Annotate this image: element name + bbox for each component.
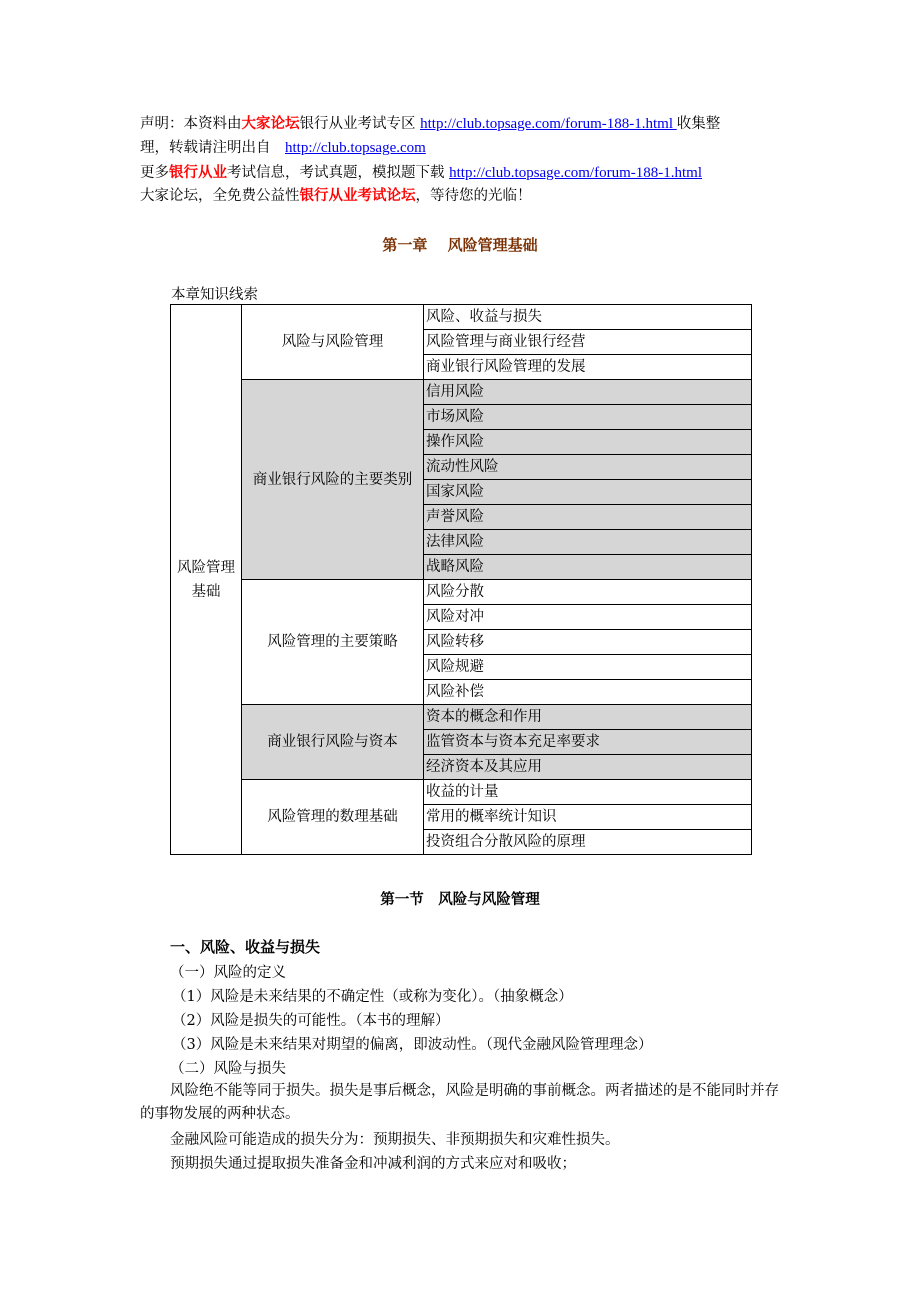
topic-cell: 操作风险 — [424, 430, 752, 455]
group-label: 风险管理的数理基础 — [242, 780, 424, 855]
topic-cell: 收益的计量 — [424, 780, 752, 805]
topic-cell: 声誉风险 — [424, 505, 752, 530]
group-label: 风险与风险管理 — [242, 305, 424, 380]
topic-cell: 监管资本与资本充足率要求 — [424, 730, 752, 755]
knowledge-table — [170, 304, 752, 855]
group-label: 风险管理的主要策略 — [242, 580, 424, 705]
notice-line-3: 更多银行从业考试信息，考试真题，模拟题下载 http://club.topsage.com/forum-188-1.html — [140, 164, 702, 181]
paragraph: 预期损失通过提取损失准备金和冲减利润的方式来应对和吸收； — [170, 1156, 576, 1172]
topic-cell: 风险补偿 — [424, 680, 752, 705]
topic-highlight: 银行从业 — [169, 164, 227, 181]
table-caption: 本章知识线索 — [171, 287, 258, 303]
topic-cell: 流动性风险 — [424, 455, 752, 480]
definition-item-3: （3）风险是未来结果对期望的偏离，即波动性。（现代金融风险管理理念） — [172, 1037, 653, 1053]
notice-line-4: 大家论坛，全免费公益性银行从业考试论坛，等待您的光临！ — [140, 187, 532, 204]
notice-line-1: 声明：本资料由大家论坛银行从业考试专区 http://club.topsage.com/forum-188-1.html 收集整 — [140, 115, 721, 132]
topic-cell: 风险分散 — [424, 580, 752, 605]
topic-cell: 经济资本及其应用 — [424, 755, 752, 780]
topic-cell: 市场风险 — [424, 405, 752, 430]
topic-cell: 风险对冲 — [424, 605, 752, 630]
heading-risk-return-loss: 一、风险、收益与损失 — [170, 938, 321, 956]
topic-cell: 国家风险 — [424, 480, 752, 505]
section-heading: 第一节 风险与风险管理 — [380, 891, 540, 908]
chapter-heading: 第一章 风险管理基础 — [382, 236, 538, 254]
definition-item-2: （2）风险是损失的可能性。（本书的理解） — [172, 1013, 450, 1029]
forum-link[interactable]: http://club.topsage.com/forum-188-1.html — [420, 116, 677, 132]
notice-line-2: 理，转载请注明出自 http://club.topsage.com — [140, 140, 426, 156]
brand-highlight: 大家论坛 — [241, 115, 300, 132]
topic-cell: 商业银行风险管理的发展 — [424, 355, 752, 380]
paragraph: 风险绝不能等同于损失。损失是事后概念，风险是明确的事前概念。两者描述的是不能同时并存的事物发展的两种状态。 — [140, 1083, 779, 1122]
topic-cell: 风险规避 — [424, 655, 752, 680]
topic-cell: 信用风险 — [424, 380, 752, 405]
table-root-cell: 风险管理 基础 — [171, 305, 242, 855]
group-label: 商业银行风险与资本 — [242, 705, 424, 780]
forum-highlight: 银行从业考试论坛 — [299, 187, 416, 204]
paragraph: 金融风险可能造成的损失分为：预期损失、非预期损失和灾难性损失。 — [170, 1132, 620, 1148]
topic-cell: 战略风险 — [424, 555, 752, 580]
topic-cell: 法律风险 — [424, 530, 752, 555]
download-link[interactable]: http://club.topsage.com/forum-188-1.html — [449, 165, 702, 181]
topic-cell: 风险、收益与损失 — [424, 305, 752, 330]
topic-cell: 投资组合分散风险的原理 — [424, 830, 752, 855]
topic-cell: 常用的概率统计知识 — [424, 805, 752, 830]
topic-cell: 风险管理与商业银行经营 — [424, 330, 752, 355]
site-link[interactable]: http://club.topsage.com — [285, 140, 426, 156]
topic-cell: 风险转移 — [424, 630, 752, 655]
topic-cell: 资本的概念和作用 — [424, 705, 752, 730]
subheading-risk-and-loss: （二）风险与损失 — [170, 1061, 286, 1077]
definition-item-1: （1）风险是未来结果的不确定性（或称为变化）。（抽象概念） — [172, 989, 573, 1005]
subheading-risk-definition: （一）风险的定义 — [170, 965, 286, 981]
group-label: 商业银行风险的主要类别 — [242, 380, 424, 580]
